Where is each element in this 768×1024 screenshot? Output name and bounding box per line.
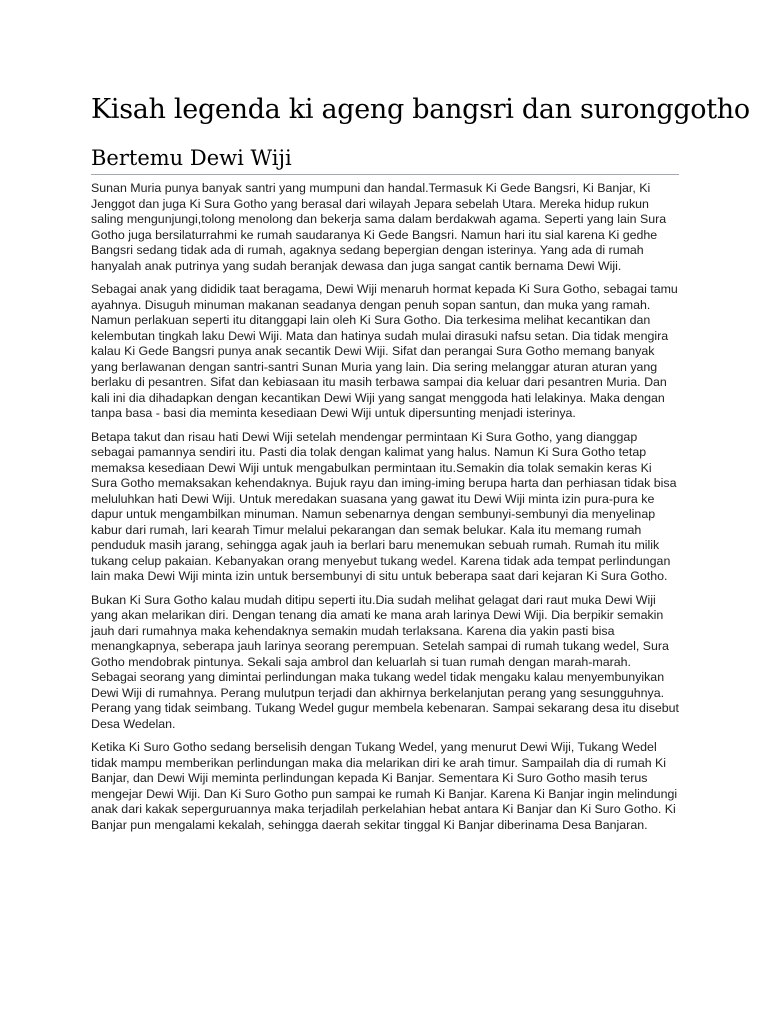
- section-heading: Bertemu Dewi Wiji: [91, 144, 679, 175]
- document-page: [91, 90, 750, 841]
- paragraph-1: Sunan Muria punya banyak santri yang mumpuni dan handal.Termasuk Ki Gede Bangsri, Ki Banjar, Ki Jenggot dan juga Ki Sura Gotho yang berasal dari wilayah Jepara sebelah Utara. Mereka hidup rukun saling mengunjungi,tolong menolong dan bekerja sama dalam berdakwah agama. Seperti yang lain Sura Gotho juga bersilaturrahmi ke rumah saudaranya Ki Gede Bangsri. Namun hari itu sial karena Ki gedhe Bangsri sedang tidak ada di rumah, agaknya sedang bepergian dengan isterinya. Yang ada di rumah hanyalah anak putrinya yang sudah beranjak dewasa dan juga sangat cantik bernama Dewi Wiji.: [91, 181, 667, 273]
- article-body: [91, 181, 679, 833]
- paragraph-5: Ketika Ki Suro Gotho sedang berselisih dengan Tukang Wedel, yang menurut Dewi Wiji, Tukang Wedel tidak mampu memberikan perlindungan maka dia melarikan diri ke arah timur. Sampailah dia di rumah Ki Banjar, dan Dewi Wiji meminta perlindungan kepada Ki Banjar. Sementara Ki Suro Gotho masih terus mengejar Dewi Wiji. Dan Ki Suro Gotho pun sampai ke rumah Ki Banjar. Karena Ki Banjar ingin melindungi anak dari kakak seperguruannya maka terjadilah perkelahian hebat antara Ki Banjar dan Ki Suro Gotho. Ki Banjar pun mengalami kekalah, sehingga daerah sekitar tinggal Ki Banjar diberinama Desa Banjaran.: [91, 740, 678, 832]
- page-title: Kisah legenda ki ageng bangsri dan suronggotho: [91, 94, 750, 125]
- paragraph-3: Betapa takut dan risau hati Dewi Wiji setelah mendengar permintaan Ki Sura Gotho, yang dianggap sebagai pamannya sendiri itu. Pasti dia tolak dengan kalimat yang halus. Namun Ki Sura Gotho tetap memaksa kesediaan Dewi Wiji untuk mengabulkan permintaan itu.Semakin dia tolak semakin keras Ki Sura Gotho memaksakan kehendaknya. Bujuk rayu dan iming-iming berupa harta dan perhiasan tidak bisa meluluhkan hati Dewi Wiji. Untuk meredakan suasana yang gawat itu Dewi Wiji minta izin pura-pura ke dapur untuk mengambilkan minuman. Namun sebenarnya dengan sembunyi-sembunyi dia menyelinap kabur dari rumah, lari kearah Timur melalui pekarangan dan semak belukar. Kala itu memang rumah penduduk masih jarang, sehingga agak jauh ia berlari baru menemukan sebuah rumah. Rumah itu milik tukang celup pakaian. Kebanyakan orang menyebut tukang wedel. Karena tidak ada tempat perlindungan lain maka Dewi Wiji minta izin untuk bersembunyi di situ untuk beberapa saat dari kejaran Ki Sura Gotho.: [91, 429, 677, 583]
- paragraph-2: Sebagai anak yang dididik taat beragama, Dewi Wiji menaruh hormat kepada Ki Sura Gotho, sebagai tamu ayahnya. Disuguh minuman makanan seadanya dengan penuh sopan santun, dan muka yang ramah. Namun perlakuan seperti itu ditanggapi lain oleh Ki Sura Gotho. Dia terkesima melihat kecantikan dan kelembutan tingkah laku Dewi Wiji. Mata dan hatinya sudah mulai dirasuki nafsu setan. Dia tidak mengira kalau Ki Gede Bangsri punya anak secantik Dewi Wiji. Sifat dan perangai Sura Gotho memang banyak yang berlawanan dengan santri-santri Sunan Muria yang lain. Dia sering melanggar aturan aturan yang berlaku di pesantren. Sifat dan kebiasaan itu masih terbawa sampai dia keluar dari pesantren Muria. Dan kali ini dia dihadapkan dengan kecantikan Dewi Wiji yang sangat menggoda hati lelakinya. Maka dengan tanpa basa - basi dia meminta kesediaan Dewi Wiji untuk dipersunting menjadi isterinya.: [91, 282, 678, 420]
- paragraph-4: Bukan Ki Sura Gotho kalau mudah ditipu seperti itu.Dia sudah melihat gelagat dari raut muka Dewi Wiji yang akan melarikan diri. Dengan tenang dia amati ke mana arah larinya Dewi Wiji. Dia berpikir semakin jauh dari rumahnya maka kehendaknya semakin mudah terlaksana. Karena dia yakin pasti bisa menangkapnya, seberapa jauh larinya seorang perempuan. Setelah sampai di rumah tukang wedel, Sura Gotho mendobrak pintunya. Sekali saja ambrol dan keluarlah si tuan rumah dengan marah-marah. Sebagai seorang yang dimintai perlindungan maka tukang wedel tidak mengaku kalau menyembunyikan Dewi Wiji di rumahnya. Perang mulutpun terjadi dan akhirnya berkelanjutan perang yang sesungguhnya. Perang yang tidak seimbang. Tukang Wedel gugur membela kebenaran. Sampai sekarang desa itu disebut Desa Wedelan.: [91, 592, 680, 731]
